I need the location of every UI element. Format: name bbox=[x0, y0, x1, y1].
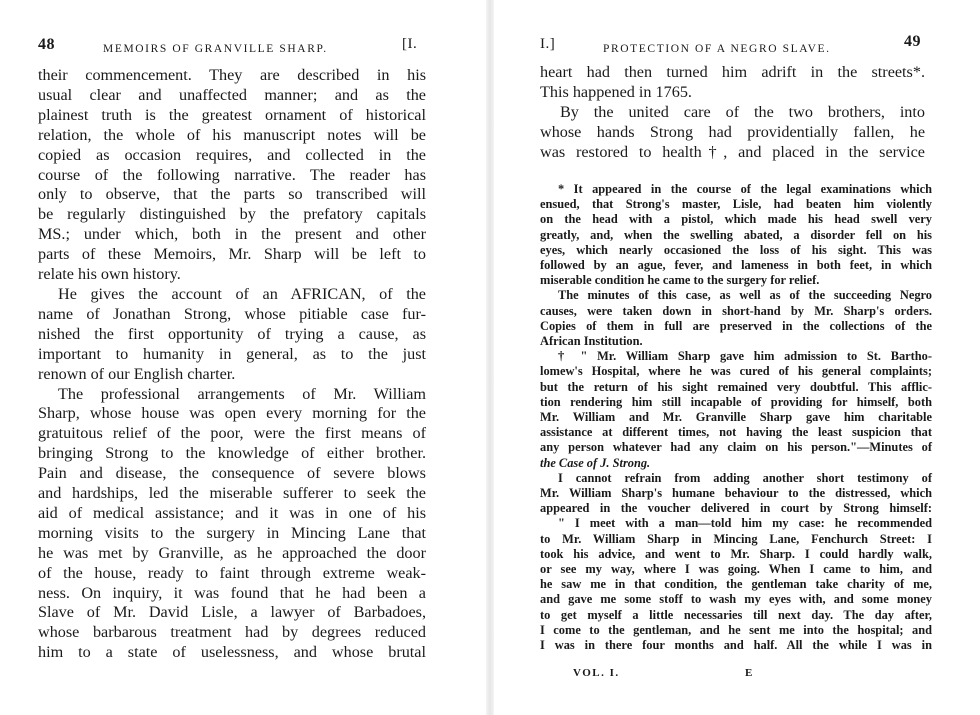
footnote-line: to Mr. William Sharp in Mincing Lane, Fenchurch Street: I bbox=[540, 531, 932, 546]
footnote-line: tion rendering him still incapable of providing for himself, both bbox=[540, 394, 932, 409]
right-chapter-mark: I.] bbox=[540, 36, 556, 52]
footnote-line: causes, were taken down in short-hand by Mr. Sharp's orders. bbox=[540, 303, 932, 318]
text-line: whose hands Strong had providentially fallen, he bbox=[540, 122, 925, 141]
footnote-line: and gave me some stoff to wash my eyes with, and some money bbox=[540, 592, 932, 607]
text-line: be regularly distinguished by the prefatory capitals bbox=[38, 205, 426, 224]
text-line: and hardships, led the miserable sufferer to seek the bbox=[38, 484, 426, 503]
text-line: gratuitous relief of the poor, were the first means of bbox=[38, 424, 426, 443]
footnote-line: or see my way, where I was going. When I came to him, and bbox=[540, 562, 932, 577]
footnote-line: " I meet with a man—told him my case: he recommended bbox=[558, 516, 932, 531]
text-line: By the united care of the two brothers, into bbox=[560, 102, 925, 121]
footnote-line: but the return of his sight remained very doubtful. This afflic- bbox=[540, 379, 932, 394]
text-line: relate his own history. bbox=[38, 265, 181, 284]
text-line: of the house, ready to faint through extreme weak- bbox=[38, 563, 426, 582]
text-line: course of the following narrative. The reader has bbox=[38, 165, 426, 184]
footnote-line: * It appeared in the course of the legal examinations which bbox=[558, 182, 932, 196]
text-line: Sharp, whose house was open every morning for the bbox=[38, 404, 426, 423]
text-line: him to a state of uselessness, and whose brutal bbox=[38, 643, 426, 662]
footnote-line: any person whatever had any claim on his person."—Minutes of bbox=[540, 440, 932, 455]
footnote-line: to get myself a little necessaries till next day. The day after, bbox=[540, 607, 932, 622]
footnote-line: took his advice, and went to Mr. Sharp. I could hardly walk, bbox=[540, 546, 932, 561]
footnote-line: miserable condition he came to the surgery for relief. bbox=[540, 273, 820, 288]
footnote-line: the Case of J. Strong. bbox=[540, 455, 651, 470]
text-line: renown of our English charter. bbox=[38, 364, 236, 383]
footnote-line: ensued, that Strong's master, Lisle, had beaten him violently bbox=[540, 197, 932, 212]
text-line: Slave of Mr. David Lisle, a lawyer of Barbadoes, bbox=[38, 603, 426, 622]
footnote-line: eyes, which nearly occasioned the loss of his sight. This was bbox=[540, 242, 932, 257]
footnote-line: Copies of them in full are preserved in the collections of the bbox=[540, 318, 932, 333]
right-running-title: PROTECTION OF A NEGRO SLAVE. bbox=[603, 43, 831, 55]
signature-mark: E bbox=[745, 667, 754, 679]
footnote-line: African Institution. bbox=[540, 334, 643, 349]
text-line: whose barbarous treatment had by degrees reduced bbox=[38, 623, 426, 642]
text-line: heart had then turned him adrift in the streets*. bbox=[540, 63, 925, 81]
footnote-line: † " Mr. William Sharp gave him admission to St. Bartho- bbox=[558, 349, 932, 364]
footnote-line: Mr. William and Mr. Granville Sharp gave him charitable bbox=[540, 410, 932, 425]
footnote-line: I cannot refrain from adding another short testimony of bbox=[558, 470, 932, 485]
footnote-line: on the head with a pistol, which made his head swell very bbox=[540, 212, 932, 227]
left-body-text bbox=[38, 66, 426, 663]
text-line: The professional arrangements of Mr. William bbox=[58, 384, 426, 403]
footnote-line: he saw me in that condition, the gentleman take charity of me, bbox=[540, 577, 932, 592]
text-line: usual clear and unaffected manner; and as the bbox=[38, 85, 426, 104]
left-running-title: MEMOIRS OF GRANVILLE SHARP. bbox=[103, 43, 328, 55]
text-line: Pain and disease, the consequence of severe blows bbox=[38, 464, 426, 483]
footnotes bbox=[540, 182, 932, 653]
text-line: morning visits to the surgery in Mincing Lane that bbox=[38, 523, 426, 542]
text-line: parts of these Memoirs, Mr. Sharp will be left to bbox=[38, 245, 426, 264]
text-line: their commencement. They are described in his bbox=[38, 66, 426, 84]
footnote-line: followed by an ague, fever, and lameness in both feet, in which bbox=[540, 258, 932, 273]
left-chapter-mark: [I. bbox=[402, 36, 418, 52]
text-line: MS.; under which, both in the present and other bbox=[38, 225, 426, 244]
footnote-line: lomew's Hospital, where he was cured of his general complaints; bbox=[540, 364, 932, 379]
text-line: he was met by Granville, as he approached the door bbox=[38, 543, 426, 562]
right-body-text bbox=[540, 63, 925, 163]
text-line: ness. On inquiry, it was found that he had been a bbox=[38, 583, 426, 602]
right-page bbox=[490, 0, 980, 715]
text-line: This happened in 1765. bbox=[540, 82, 692, 101]
text-line: was restored to health†, and placed in the service bbox=[540, 142, 925, 161]
text-line: name of Jonathan Strong, whose pitiable case fur- bbox=[38, 304, 426, 323]
text-line: nished the first opportunity of trying a cause, as bbox=[38, 324, 426, 343]
footnote-line: I was in there four months and half. All the while I was in bbox=[540, 638, 932, 653]
text-line: aid of medical assistance; and it was in one of his bbox=[38, 503, 426, 522]
text-line: only to observe, that the parts so transcribed will bbox=[38, 185, 426, 204]
text-line: copied as occasion requires, and collected in the bbox=[38, 145, 426, 164]
text-line: He gives the account of an AFRICAN, of the bbox=[58, 284, 426, 303]
text-line: plainest truth is the greatest ornament of historical bbox=[38, 105, 426, 124]
footnote-line: Mr. William Sharp's humane behaviour to the distressed, which bbox=[540, 486, 932, 501]
text-line: bringing Strong to the knowledge of either brother. bbox=[38, 444, 426, 463]
signature-volume: VOL. I. bbox=[573, 667, 620, 679]
footnote-line: greatly, and, when the swelling abated, a disorder fell on his bbox=[540, 227, 932, 242]
text-line: important to humanity in general, as to the just bbox=[38, 344, 426, 363]
footnote-line: The minutes of this case, as well as of the succeeding Negro bbox=[558, 288, 932, 303]
right-page-number: 49 bbox=[904, 33, 921, 50]
footnote-line: assistance at different times, not having the least suspicion that bbox=[540, 425, 932, 440]
footnote-line: I come to the gentleman, and he sent me into the hospital; and bbox=[540, 622, 932, 637]
footnote-line: appeared in the voucher delivered in court by Strong himself: bbox=[540, 501, 932, 516]
left-page-number: 48 bbox=[38, 36, 55, 53]
text-line: relation, the whole of his manuscript notes will be bbox=[38, 125, 426, 144]
